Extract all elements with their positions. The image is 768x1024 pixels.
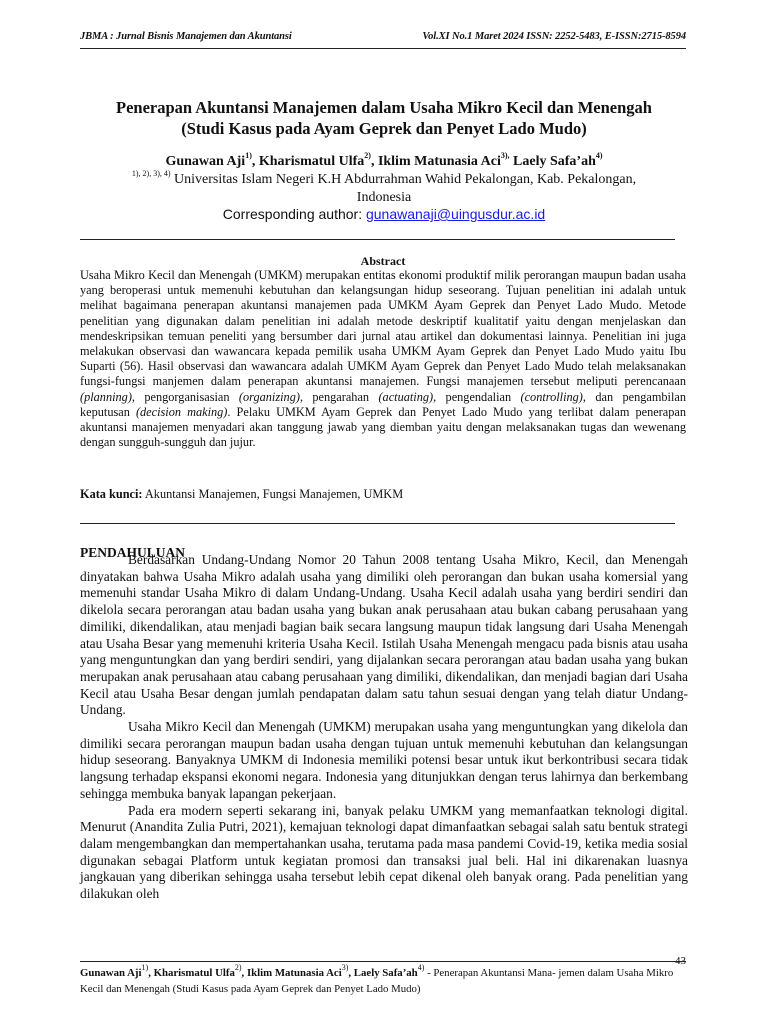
keywords — [80, 487, 686, 502]
abstract-term-organizing: (organizing) — [238, 389, 300, 404]
footer-author-2: , Kharismatul Ulfa — [148, 967, 235, 979]
footer-citation: - Penerapan Akuntansi Mana- jemen dalam Usaha Mikro Kecil dan Menengah (Studi Kasus pada Ayam Geprek dan Penyet Lado Mudo) — [80, 967, 674, 995]
affiliation-line-2: Indonesia — [356, 190, 412, 205]
affiliation — [80, 171, 688, 207]
section-heading-introduction: PENDAHULUAN — [80, 545, 186, 560]
footer-rule — [80, 961, 686, 962]
abstract-text-6: . Pelaku UMKM Ayam Geprek dan Penyet Lado Mudo yang terlibat dalam penerapan akuntansi manajemen menyadari akan tanggung jawab yang diemban yaitu dengan melaksanakan tugas dan wewenang dengan sungguh-sungguh dan jujur. — [80, 404, 686, 450]
intro-paragraph-3: Pada era modern seperti sekarang ini, banyak pelaku UMKM yang memanfaatkan teknologi digital. Menurut (Anandita Zulia Putri, 2021), kemajuan teknologi dapat dimanfaatkan sebagai salah satu bentuk strategi dalam mengembangkan dan mempertahankan usaha, terutama pada masa pandemi Covid-19, ketika media sosial digunakan sebagai Platform untuk kegiatan promosi dan transaksi jual beli. Hal ini dikarenakan luasnya jangkauan yang diberikan sehingga usaha tersebut lebih cepat dikenal oleh banyak orang. Pada penelitian yang dilakukan oleh — [80, 802, 688, 902]
abstract-text-2: , pengorganisasian — [131, 389, 239, 404]
author-3: , Iklim Matunasia Aci — [370, 154, 501, 169]
page-number: 43 — [675, 955, 686, 967]
footer-author-1-mark: 1) — [141, 963, 149, 973]
running-header — [80, 31, 686, 42]
abstract-text-5: , dan pengambilan keputusan — [80, 389, 686, 419]
author-1-mark: 1) — [245, 151, 252, 161]
footer-author-4: , Laely Safa’ah — [348, 967, 418, 979]
abstract-top-rule — [80, 239, 675, 240]
paper-title — [70, 97, 698, 139]
abstract-text-1: Usaha Mikro Kecil dan Menengah (UMKM) merupakan entitas ekonomi produktif milik perorangan maupun badan usaha yang beroperasi untuk memenuhi kebutuhan dan kelangsungan hidup seseorang. Tujuan penelitian ini adalah untuk melihat bagaimana penerapan akuntansi manajemen pada UMKM Ayam Geprek dan Penyet Lado Mudo. Metode penelitian yang digunakan dalam penelitian ini adalah metode deskriptif kualitatif yaitu dengan menjelaskan dan mendeskripsikan temuan peneliti yang bersumber dari jurnal atau artikel dan dokumentasi lainnya. Penelitian ini juga melakukan observasi dan wawancara kepada pemilik usaha UMKM Ayam Geprek dan Penyet Lado Mudo yaitu Ibu Suparti (56). Hasil observasi dan wawancara adalah UMKM Ayam Geprek dan Penyet Lado Mudo telah melaksanakan fungsi-fungsi manjemen dalam penerapan akuntansi manajemen. Fungsi manajemen tersebut meliputi perencanaan — [80, 268, 686, 389]
abstract-text-3: , pengarahan — [299, 389, 379, 404]
footer-author-3: , Iklim Matunasia Aci — [241, 967, 342, 979]
author-2: , Kharismatul Ulfa — [251, 154, 365, 169]
footer-author-1: Gunawan Aji — [80, 967, 142, 979]
abstract-text-4: , pengendalian — [433, 389, 521, 404]
footer-author-4-mark: 4) — [417, 963, 425, 973]
intro-paragraph-1: Berdasarkan Undang-Undang Nomor 20 Tahun 2008 tentang Usaha Mikro, Kecil, dan Menengah dinyatakan bahwa Usaha Mikro adalah usaha yang dimiliki oleh perorangan dan bukan usaha komersial yang memenuhi standar Usaha Mikro di dalam Undang-Undang. Usaha Kecil adalah usaha yang berdiri sendiri dan dikelola secara perorangan atau badan usaha yang bukan anak perusahaan atau bukan cabang perusahaan yang dimiliki, dikendalikan, atau menjadi bagian baik secara langsung maupun tidak langsung dari Usaha Menengah atau Usaha Besar yang memenuhi kriteria Usaha Kecil. Istilah Usaha Menengah mengacu pada bisnis atau usaha yang menguntungkan dan yang berdiri sendiri, yang dijalankan secara perorangan atau badan usaha yang bukan merupakan anak perusahaan atau cabang perusahaan yang dimiliki, dikendalikan, dan menjadi bagian dari Usaha Kecil atau Usaha Besar dengan jumlah pendapatan dalam satu tahun sesuai dengan yang telah diatur Undang-Undang. — [80, 552, 688, 718]
footer-author-2-mark: 2) — [234, 963, 242, 973]
affiliation-marks: 1), 2), 3), 4) — [131, 169, 171, 179]
volume-issn: Vol.XI No.1 Maret 2024 ISSN: 2252-5483, E-ISSN:2715-8594 — [422, 31, 686, 42]
keywords-label: Kata kunci: — [80, 487, 143, 501]
keywords-text: Akuntansi Manajemen, Fungsi Manajemen, UMKM — [142, 487, 404, 501]
footer-author-3-mark: 3) — [341, 963, 349, 973]
header-rule — [80, 48, 686, 49]
abstract-term-planning: (planning) — [80, 389, 132, 404]
abstract-term-actuating: (actuating) — [378, 389, 434, 404]
author-4: Laely Safa’ah — [509, 154, 596, 169]
abstract-term-controlling: (controlling) — [520, 389, 583, 404]
corresponding-author — [80, 206, 688, 222]
running-footer — [80, 963, 686, 997]
author-3-mark: 3), — [500, 151, 510, 161]
introduction-body — [80, 552, 688, 903]
author-1: Gunawan Aji — [165, 154, 246, 169]
abstract-body — [80, 268, 686, 450]
abstract-term-decision-making: (decision making) — [135, 404, 228, 419]
title-line-2: (Studi Kasus pada Ayam Geprek dan Penyet Lado Mudo) — [181, 119, 587, 138]
corresponding-label: Corresponding author: — [222, 206, 366, 222]
abstract-heading: Abstract — [360, 254, 406, 268]
corresponding-email-link[interactable]: gunawanaji@uingusdur.ac.id — [365, 206, 546, 222]
affiliation-line-1: Universitas Islam Negeri K.H Abdurrahman Wahid Pekalongan, Kab. Pekalongan, — [174, 172, 637, 187]
title-line-1: Penerapan Akuntansi Manajemen dalam Usaha Mikro Kecil dan Menengah — [116, 98, 652, 117]
abstract-bottom-rule — [80, 523, 675, 524]
author-2-mark: 2) — [364, 151, 371, 161]
author-4-mark: 4) — [595, 151, 603, 161]
journal-name: JBMA : Jurnal Bisnis Manajemen dan Akuntansi — [80, 31, 292, 42]
intro-paragraph-2: Usaha Mikro Kecil dan Menengah (UMKM) merupakan usaha yang menguntungkan yang dikelola dan dimiliki secara perorangan maupun badan usaha dengan tujuan untuk memenuhi kebutuhan dan kelangsungan hidup seseorang. Banyaknya UMKM di Indonesia memiliki potensi besar untuk ikut berkontribusi secara tidak langsung terhadap ekspansi ekonomi negara. Indonesia yang ditunjukkan dengan terus lahirnya dan berkembang sehingga membuka banyak lapangan pekerjaan. — [80, 719, 688, 801]
